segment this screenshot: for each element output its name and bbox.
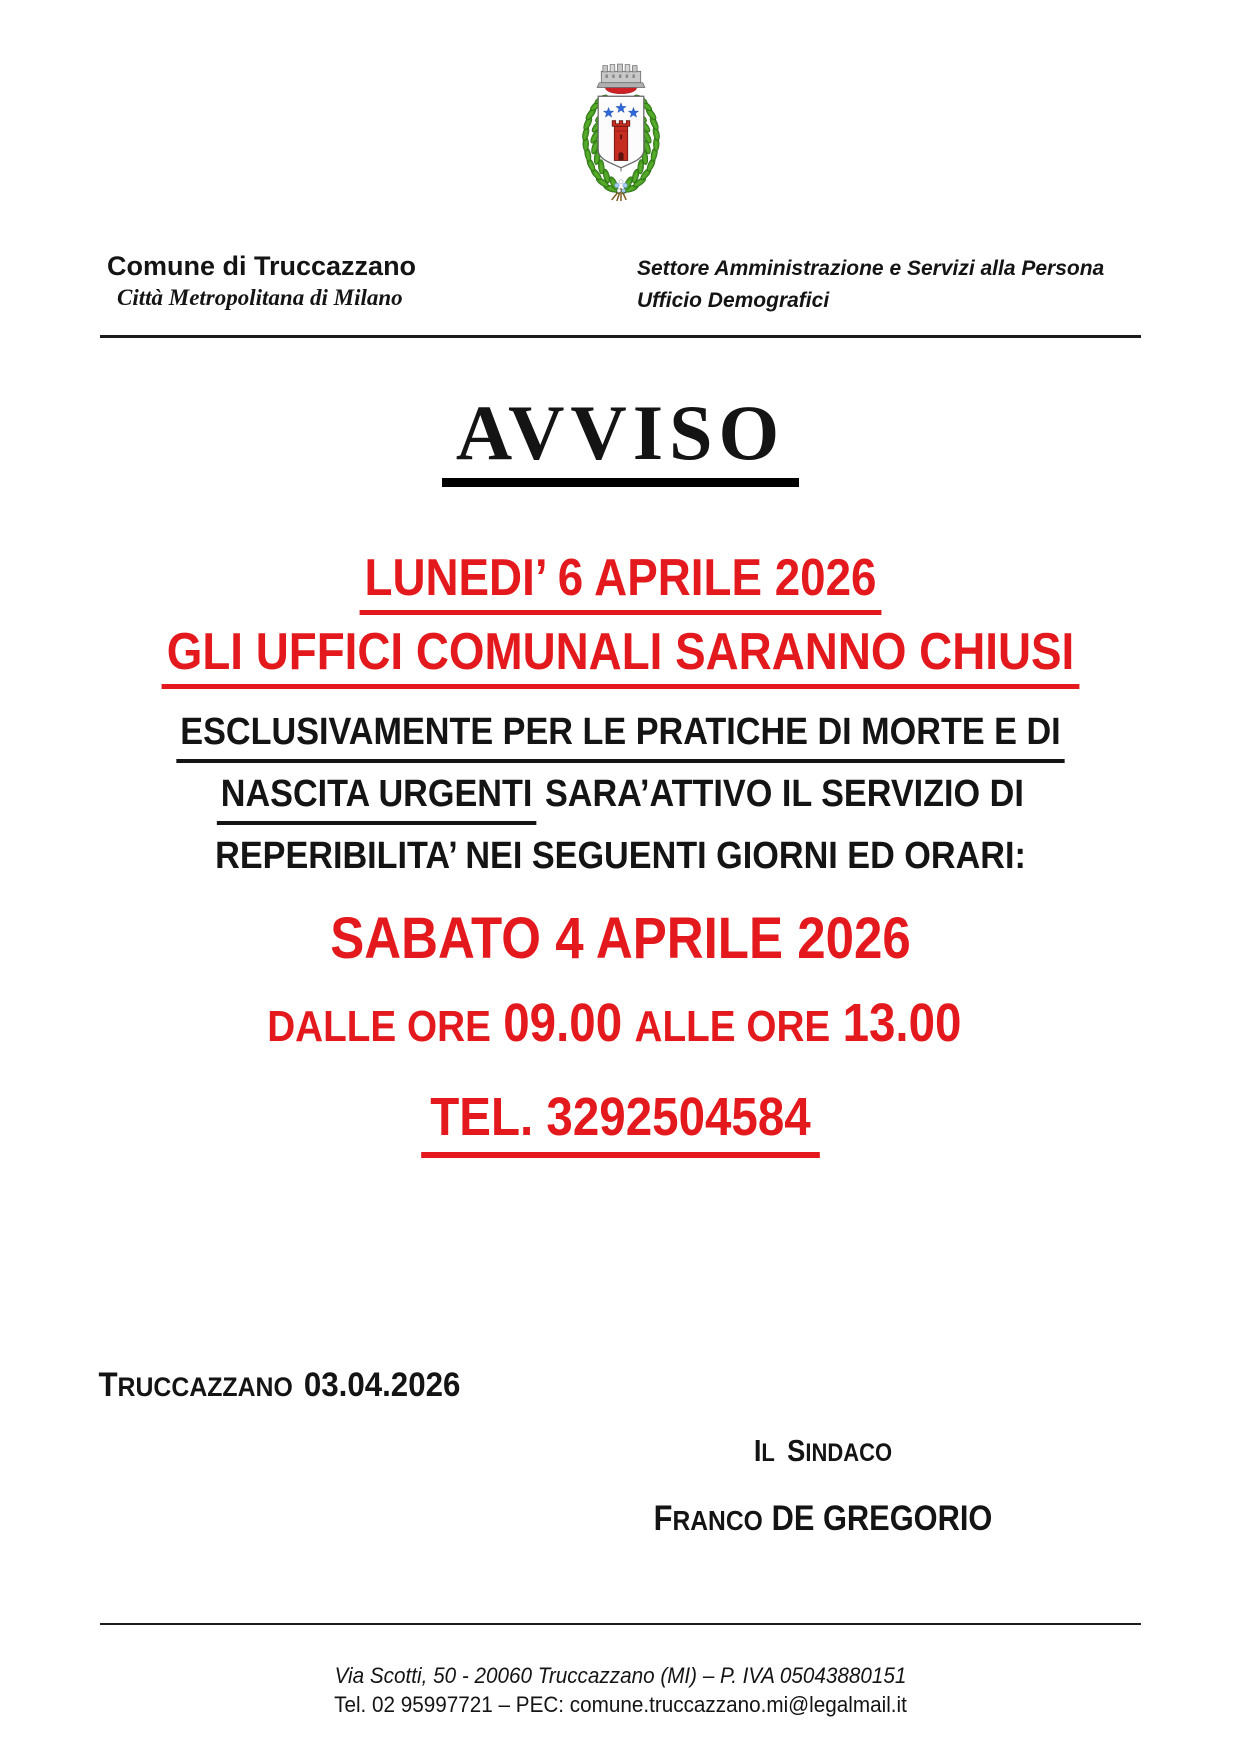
notice-body	[0, 711, 1241, 878]
body-line2	[62, 773, 1179, 825]
notice-headline	[0, 549, 1241, 689]
emblem-container	[0, 0, 1241, 207]
footer-divider	[100, 1623, 1141, 1625]
place-rest: RUCCAZZANO	[117, 1371, 293, 1402]
header-divider	[100, 335, 1141, 338]
body-line1: ESCLUSIVAMENTE PER LE PRATICHE DI MORTE E DI	[62, 711, 1179, 763]
schedule-day: SABATO 4 APRILE 2026	[330, 905, 911, 971]
notice-title: AVVISO	[0, 394, 1241, 487]
letterhead-right	[637, 251, 1141, 317]
body-line2-underlined: NASCITA URGENTI	[217, 773, 536, 825]
footer-address: Via Scotti, 50 - 20060 Truccazzano (MI) – P. IVA 05043880151	[334, 1662, 907, 1688]
hours-infix: ALLE ORE	[634, 1002, 831, 1052]
hours-start: 09.00	[503, 993, 623, 1054]
footer-contact: Tel. 02 95997721 – PEC: comune.truccazzano.mi@legalmail.it	[334, 1691, 907, 1717]
body-line2-rest: SARA’ATTIVO IL SERVIZIO DI	[544, 773, 1024, 816]
schedule-hours	[74, 992, 1166, 1054]
place-date-line	[0, 1366, 1142, 1405]
municipality-name: Comune di Truccazzano	[107, 251, 417, 281]
letterhead-left	[107, 251, 637, 317]
office-name: Ufficio Demografici	[637, 289, 830, 312]
notice-date: 03.04.2026	[303, 1365, 461, 1404]
signature-block	[588, 1433, 1058, 1539]
hours-end: 13.00	[842, 993, 962, 1054]
footer	[0, 1661, 1241, 1719]
headline-line2: GLI UFFICI COMUNALI SARANNO CHIUSI	[74, 623, 1166, 689]
place-initial: T	[98, 1365, 118, 1404]
department-name: Settore Amministrazione e Servizi alla Persona	[637, 257, 1105, 280]
body-line3: REPERIBILITA’ NEI SEGUENTI GIORNI ED ORARI:	[215, 834, 1026, 877]
schedule-phone: TEL. 3292504584	[74, 1088, 1166, 1157]
municipality-province: Città Metropolitana di Milano	[117, 285, 403, 310]
coat-of-arms-icon	[569, 62, 673, 202]
signature-name: FRANCO DE GREGORIO	[653, 1498, 993, 1538]
signature-role: IL SINDACO	[753, 1432, 893, 1468]
letterhead	[0, 251, 1241, 317]
headline-line1: LUNEDI’ 6 APRILE 2026	[74, 549, 1166, 615]
signature-surname: DE GREGORIO	[771, 1498, 993, 1538]
hours-prefix: DALLE ORE	[267, 1002, 491, 1052]
